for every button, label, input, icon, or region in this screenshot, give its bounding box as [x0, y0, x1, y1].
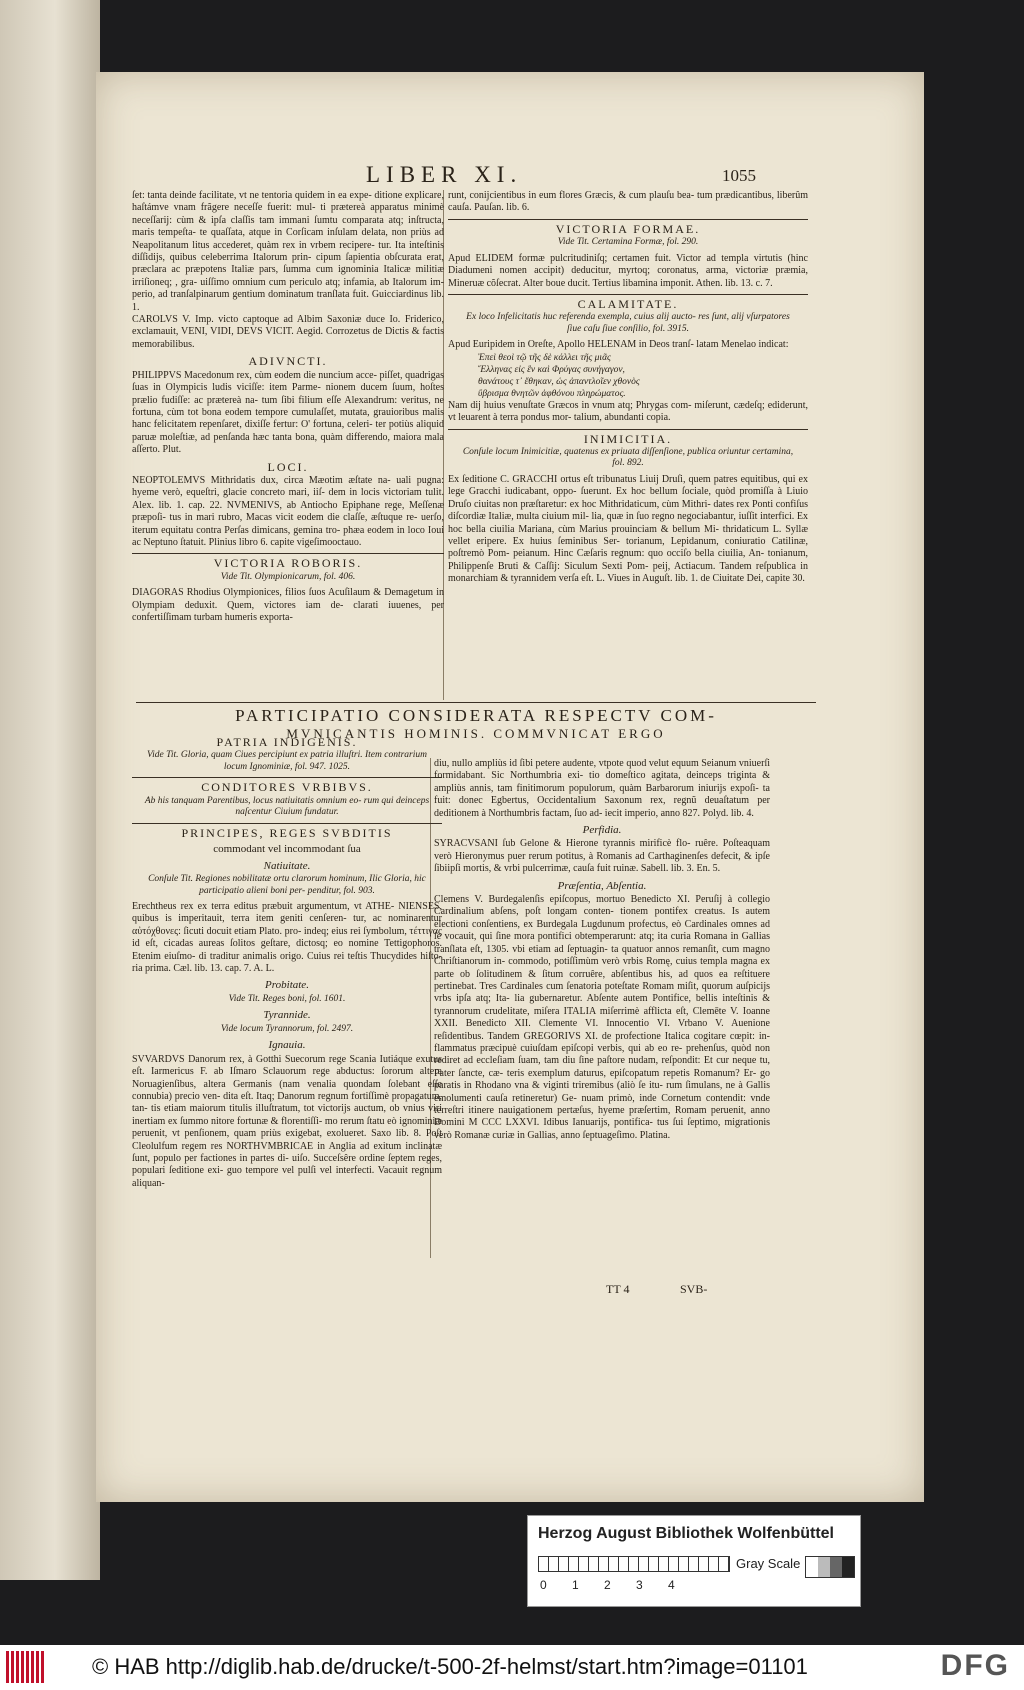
- section-title: VICTORIA FORMAE.: [448, 219, 808, 235]
- column-right-top: [448, 190, 808, 586]
- section-title: CONDITORES VRBIBVS.: [132, 777, 442, 793]
- paragraph: Apud Euripidem in Oreſte, Apollo HELENAM in Deos tranſ- latam Menelao indicat:: [448, 339, 789, 351]
- hab-logo-icon: [6, 1651, 46, 1683]
- column-right-bottom: [434, 758, 770, 1142]
- adjacent-page-edge: [0, 0, 100, 1580]
- paragraph: Erechtheus rex ex terra editus præbuit argumentum, vt ATHE- NIENSES, quibus is imperitauit, terra item geniti cenſeren- tur, ac nominarentur αὐτόχθονες: ſicuti docuit etiam Plato. pro- indeq; eius rei ſymbolum, τέττιγας id eſt, cicadas aureas ſolitos geſtare, dictosq; eo nomine Tettigophoros. Etenim eiuſmo- di traditur animalis origo. Cuius rei teſtis Thucydides hiſto- ria prima. Cæl. lib. 13. cap. 7. A. L.: [132, 901, 442, 975]
- ruler-ticks: 0 1 2 3 4: [540, 1578, 675, 1592]
- subsection-title: Perfidia.: [582, 824, 622, 837]
- paragraph: SVVARDVS Danorum rex, à Gotthi Suecorum rege Scania Iutiáque exutus eſt. Iarmericus F. ab Iſmaro Sclauorum rege abductus: ſororum altera Noruagienſibus, altera Germanis (nam venalia quondam ſolebant eſſe connubia) precio ven- dita eſt. Itaq; Danorum regnum fortiſſimè propagatum, tan- tis etiam maiorum titulis illuſtratum, tot victorijs auctum, ob vnius viri inertiam ex ſummo nitore fortunæ & florentiſſi- mo rerum ſtatu eò ignominiæ peruenit, vt penſionem, quam priùs exigebat, exolueret. Saxo lib. 8. Poſt Cleolulfum regem res NORTHVMBRICAE in Anglia ad exitum inclinatæ ſunt, populo per factiones in partes di- uiſo. Succeſsêre ordine ſeptem reges, populari ſeditione exi- guo tempore vel pulſi vel interfecti. Vacauit regnum aliquan-: [132, 1053, 442, 1189]
- cross-reference: Conſule Tit. Regiones nobilitatæ ortu clarorum hominum, Ilic Gloria, hic participatio alieni boni per- penditur, fol. 903.: [148, 874, 426, 896]
- paragraph: Nam dij huius venuſtate Græcos in vnum atq; Phrygas com- miſerunt, cædeſq; ediderunt, vt leuarent à terra pondus mor- talium, abundanti copia.: [448, 399, 808, 424]
- greek-verse: Ἕλληνας εἰς ἓν καὶ Φρύγας συνήγαγον,: [478, 364, 625, 375]
- paragraph: DIAGORAS Rhodius Olympionices, filios ſuos Acuſilaum & Demagetum in Olympiam deduxit. Quem, victores iam de- clarati iuuenes, per confertiſſimam turbam humeris exporta-: [132, 587, 444, 624]
- signature-mark: TT 4: [606, 1282, 630, 1296]
- paragraph: ſet: tanta deinde facilitate, vt ne tentoria quidem in ea expe- ditione explicare, haſtámve vnam frãgere neceſſe fuerit: mul- ti prætereà apparatus minimè neceſſarij: cùm & ipſa claſſis tam immani ſumtu comparata atq; inſtructa, maris tempeſta- te quaſſata, atque in Corſicam inſulam delata, non priùs ad Neapolitanum litus accederet, quàm rex in vrbem recipere- tur. Ita inteſtinis diſſidijs, quibus celeberrima Italorum prin- cipum ſapientia obſcurata erat, præclara ac præpotens Italiæ pars, ſumma cum ignominia Italicæ militiæ irriſioneq; , gra- uiſſimo omnium cum periculo atq; infamia, ab Italorum im- perio, ad tranſalpinarum gentium dominatum tranſlata fuit. Guicciardinus lib. 1.: [132, 190, 444, 313]
- banner-line-1: PARTICIPATIO CONSIDERATA RESPECTV COM-: [235, 706, 717, 725]
- subsection-title: Probitate.: [265, 979, 309, 992]
- section-title: LOCI.: [267, 459, 309, 474]
- paragraph: Apud ELIDEM formæ pulcritudiniſq; certamen fuit. Victor ad templa virtutis (hinc Diadumeni nomen accipit) deducitur, myrtoq; coronatus, arma, victoriæ præmia, Mineruæ cõſecrat. Alter boue ducit. Tertius libamina imponit. Athen. lib. 13. c. 7.: [448, 252, 808, 289]
- paragraph: diu, nullo ampliùs id ſibi petere audente, vtpote quod velut equum Seianum vniuerſi formidabant. Sic Northumbria exi- tio domeſtico agitata, deinceps triginta & ampliùs annis, tam finitimorum populorum, quàm Barbarorum iniurijs expoſi- ta fuit: donec Egbertus, Occidentalium Saxonum rex, regnũ deuaſtatum per deditionem à Northumbris factam, ſuo ad- iecit imperio, anno 827. Polyd. lib. 4.: [434, 758, 770, 819]
- section-subtitle: commodant vel incommodant ſua: [213, 843, 361, 856]
- paragraph: CAROLVS V. Imp. victo captoque ad Albim Saxoniæ duce Io. Friderico, exclamauit, VENI, VIDI, DEVS VICIT. Aegid. Corrozetus de Dictis & factis memorabilibus.: [132, 314, 444, 350]
- library-color-card: [527, 1515, 861, 1607]
- subsection-title: Ignauia.: [268, 1039, 306, 1052]
- viewer-footer: [0, 1645, 1024, 1690]
- section-title: VICTORIA ROBORIS.: [132, 553, 444, 569]
- subsection-title: Præſentia, Abſentia.: [557, 879, 647, 892]
- greek-verse: ὕβρισμα θνητῶν ἀφθόνου πληρώματος.: [478, 388, 626, 399]
- column-left-bottom: [132, 732, 442, 1190]
- book-page: [96, 72, 924, 1502]
- greek-verse: θανάτους τ᾽ ἔθηκαν, ὡς ἀπαντλοῖεν χθονὸς: [478, 376, 640, 387]
- ruler-scale: [538, 1556, 730, 1572]
- cross-reference: Conſule locum Inimicitiæ, quatenus ex priuata diſſenſione, publica oriuntur certamina, fol. 892.: [462, 446, 794, 469]
- cross-reference: Vide locum Tyrannorum, fol. 2497.: [220, 1023, 354, 1034]
- cross-reference: Vide Tit. Reges boni, fol. 1601.: [228, 993, 346, 1004]
- gray-swatch: [805, 1556, 855, 1578]
- subsection-title: Natiuitate.: [263, 859, 311, 872]
- cross-reference: Ab his tanquam Parentibus, locus natiuitatis omnium eo- rum qui deinceps naſcentur Ciuium fundatur.: [144, 795, 430, 818]
- paragraph: SYRACVSANI ſub Gelone & Hierone tyrannis mirificè flo- ruêre. Poſteaquam verò Hieronymus puer rerum potitus, à Romanis ad Carthaginenſes defecit, & ipſe ſibiipſi mortis, & vrbi pulcerrimæ, cauſa fuit ruinæ. Sabell. lib. 3. En. 5.: [434, 838, 770, 875]
- paragraph: NEOPTOLEMVS Mithridatis dux, circa Mæotim æſtate na- uali pugna: hyeme verò, equeſtri, glacie concreto mari, iiſ- dem in locis victoriam tulit. Alex. lib. 1. cap. 22. NVMENIVS, ab Antiocho Epiphane rege, Meſſenæ præpoſi- tus in mari rubro, Macas vicit eodem die claſſe, æſtuque re- uerſo, iterum equitatu contra Perſas dimicans, gemina tro- phæa eodem in loco Ioui ac Neptuno ſtatuit. Plinius libro 6. capite vigeſimooctauo.: [132, 474, 444, 548]
- source-link[interactable]: © HAB http://diglib.hab.de/drucke/t-500-2f-helmst/start.htm?image=01101: [92, 1654, 808, 1679]
- cross-reference: Ex loco Infelicitatis huc referenda exempla, cuius alij aucto- res ſunt, alij vſurpatores ſiue caſu ſiue conſilio, fol. 3915.: [466, 312, 790, 334]
- column-left-top: [132, 190, 444, 625]
- section-title: CALAMITATE.: [448, 294, 808, 310]
- paragraph: runt, conijcientibus in eum flores Græcis, & cum plauſu bea- tum prædicantibus, liberûm cauſa. Pauſan. lib. 6.: [448, 190, 808, 214]
- page-number: 1055: [722, 166, 756, 185]
- cross-reference: Vide Tit. Gloria, quam Ciues percipiunt ex patria illuſtri. Item contrarium locum Ignominiæ, fol. 947. 1025.: [147, 750, 427, 772]
- section-title: PRINCIPES, REGES SVBDITIS: [132, 823, 442, 839]
- section-title: ADIVNCTI.: [248, 354, 328, 369]
- library-name: Herzog August Bibliothek Wolfenbüttel: [538, 1525, 834, 1542]
- dfg-logo: DFG: [940, 1649, 1010, 1682]
- section-title: PATRIA INDIGENIS.: [216, 735, 358, 749]
- greek-verse: Ἐπεὶ θεοὶ τῷ τῆς δὲ κάλλει τῆς μιᾶς: [478, 352, 611, 363]
- catchword: SVB-: [680, 1282, 708, 1296]
- section-title: INIMICITIA.: [448, 429, 808, 445]
- subsection-title: Tyrannide.: [263, 1009, 311, 1022]
- paragraph: PHILIPPVS Macedonum rex, cùm eodem die nuncium acce- piſſet, quadrigas ſuas in Olympicis ludis viciſſe: item Parme- nionem ducem ſuum, hoſtes prælio fudiſſe: ac prætereà na- tum ſibi filium eſſe Alexandrum: veritus, ne fortuna, cùm tot bona eodem tempore cumulaſſet, mutata, grauioribus malis hanc felicitatem repenſaret, dixiſſe fertur: O' fortuna, celeri- ter potiùs aliquid paruæ moleſtiæ, ad penſanda hæc tanta bona, quàm differendo, maiora mala aſſerto. Plut.: [132, 369, 444, 456]
- paragraph: Clemens V. Burdegalenſis epiſcopus, mortuo Benedicto XI. Peruſij à collegio Cardinalium abſens, poſt longam conten- tionem pontifex creatus. Is autem electioni conſentiens, ex Burdegala Lugdunum profectus, eò Cardinales omnes ad ſe vocauit, qui ſine mora pontifici obtemperarunt: atq; ita curia Romana in Gallias tranſlata eſt, 1305. vbi etiam ad ſeptuagin- ta quatuor annos remanſit, cum magno Chriſtianorum in- commodo, potiſſimùm verò vrbis Romę, cuius templa magna ex parte ob ſolitudinem & ſitum corruêre, abſentibus his, ad quos ea reſtituere pertinebat. Tres Cardinales cum ſenatoria poteſtate Romam miſit, quorum auſpicijs vrbs ipſa atq; Ita- lia gubernaretur. Abſente autem Pontifice, bellis inteſtinis & tyrannorum crudelitate, miſera ITALIA miſerrimè afflicta eſt, Clemēte V. Ioanne XXII. Benedicto XII. Clemente VI. Innocentio VI. Vrbano V. Auenione reſidentibus. Tandem GREGORIVS XI. de profectione Italica cogitare cœpit: in- flammatus præcipuè cuiuſdam epiſcopi verbis, qui ab eo re- prehenſus, quòd non rediret ad eccleſiam ſuam, tam diu ſine paſtore nudam, reſpondit: Et cur neque tu, Pater ſancte, cæ- teris exemplum daturus, epiſcopatum repetis Romanum? Er- go paratis in Rhodano vna & viginti triremibus (aliò ſe itu- rum ſimulans, ne à Gallis emolumenti cauſa retineretur) Ge- nuam primò, inde Cornetum contendit: vnde terreſtri itinere nauigationem pertæſus, hyeme præſertim, Romam peruenit, anno Domini M CCC LXXVI. Idibus Ianuarijs, pontifica- tus ſui ſeptimo, migrationis verò Romanæ curiæ in Gallias, anno ſeptuageſimo. Platina.: [434, 894, 770, 1141]
- cross-reference: Vide Tit. Certamina Formæ, fol. 290.: [557, 237, 699, 248]
- cross-reference: Vide Tit. Olympionicarum, fol. 406.: [220, 571, 356, 582]
- running-head: LIBER XI.: [366, 162, 523, 187]
- gray-scale-label: Gray Scale: [736, 1556, 801, 1571]
- paragraph: Ex ſeditione C. GRACCHI ortus eſt tribunatus Liuij Druſi, quem patres equitibus, qui ex lege Gracchi iudicabant, oppo- ſuerunt. Ex hoc bellum ſociale, quòd promiſſa à Liuio Druſo ciuitas non præſtaretur: ex hoc Mithridaticum, cùm Mithri- dates rex Ponti confiſus diſcordiæ Italiæ, multa ciuium mil- lia, quæ in ſuo regno negociabantur, iuſſit interfici. Ex hoc bella ciuilia Mariana, cùm Marius prouinciam & bellum Mi- thridaticum L. Syllæ vellet eripere. Ex huius ſeminibus Ser- torianum, Lepidanum, coniuratio Catilinæ, poſtremò Pom- peianum. Hinc Cæſaris regnum: quo occiſo bella ciuilia, An- tonianum, Philippenſe Bruti & Caſſij: Siculum Sexti Pom- peij, Actiacum. Tandem reſpublica in monarchiam & tyrannidem verſa eſt. L. Viues in Auguſt. lib. 1. de Ciuitate Dei, capite 30.: [448, 473, 808, 585]
- banner-line-2: MVNICANTIS HOMINIS. COMMVNICAT ERGO: [286, 726, 666, 741]
